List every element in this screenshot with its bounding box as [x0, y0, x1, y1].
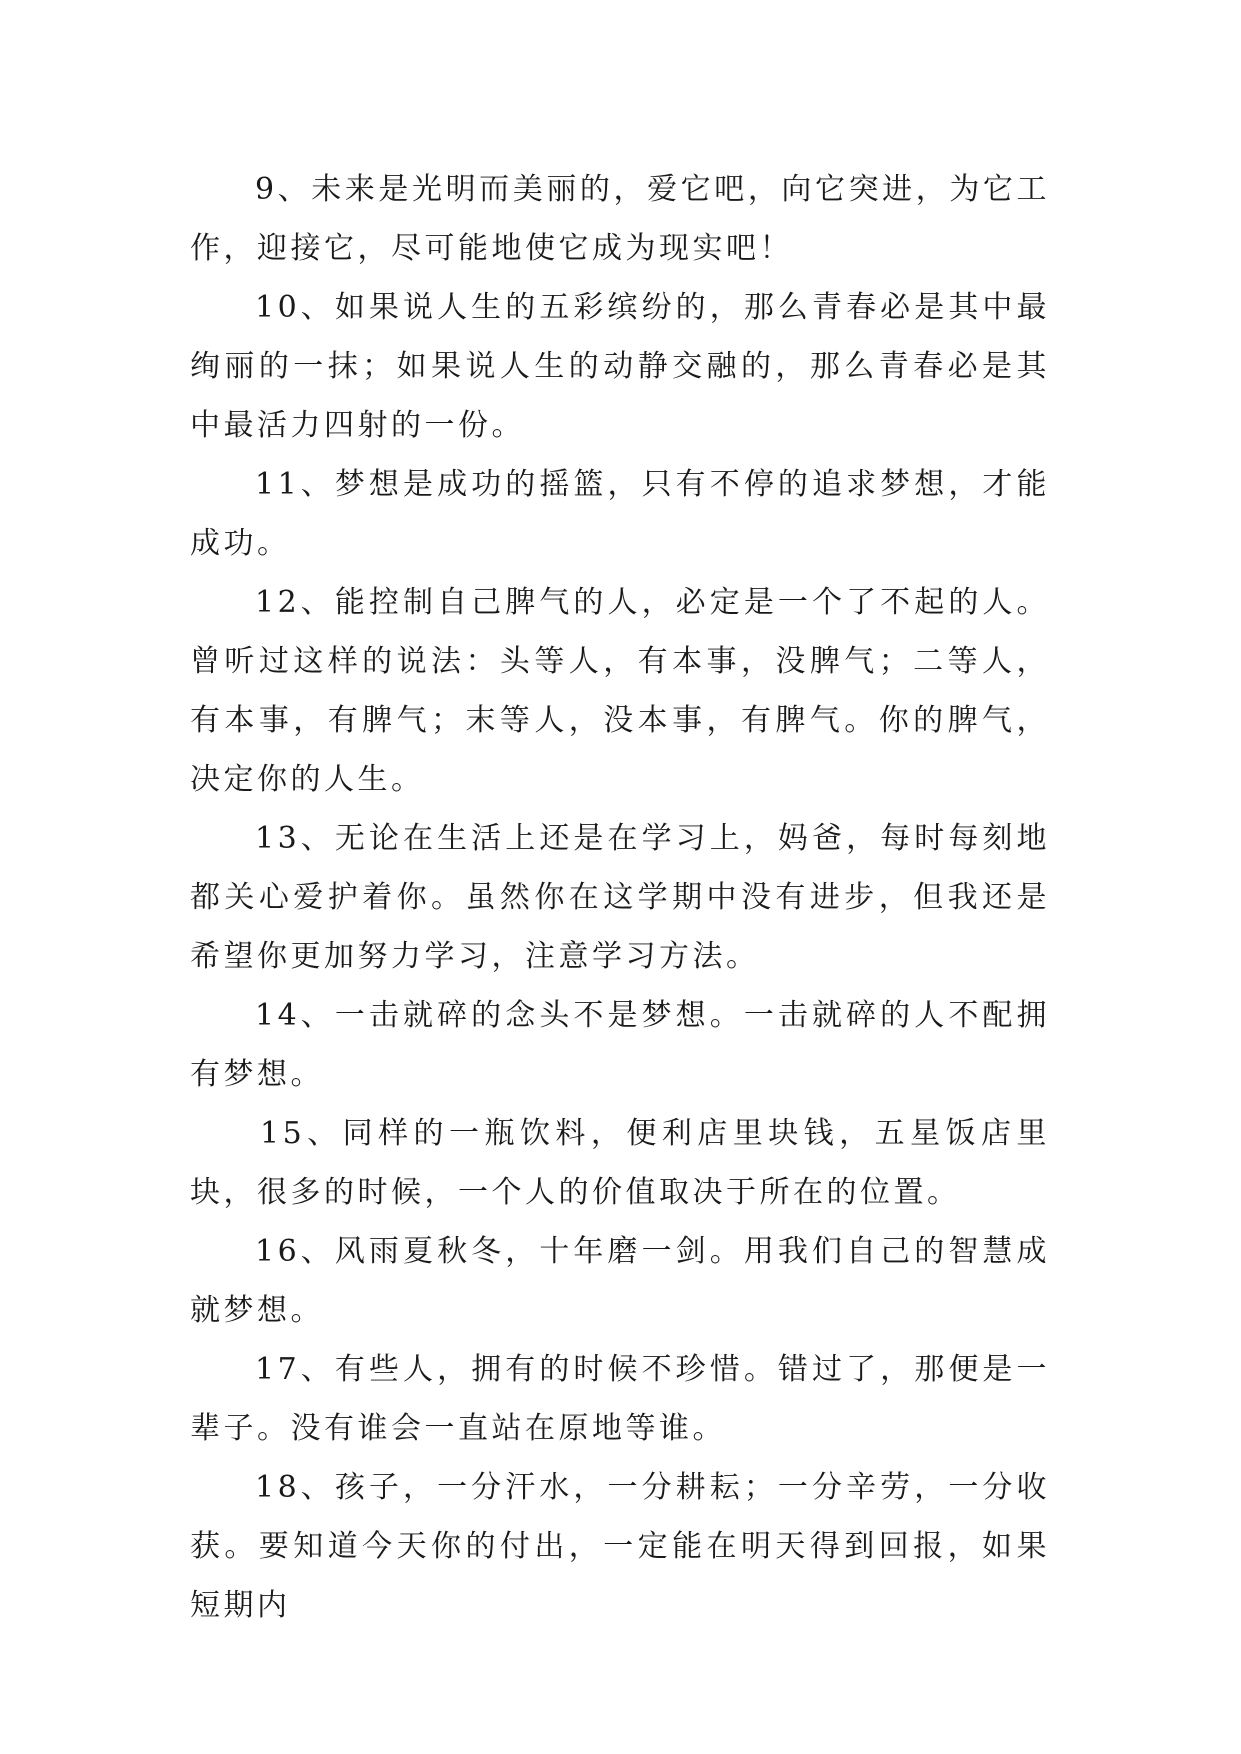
document-body [190, 160, 1050, 1635]
paragraph-12: 12、能控制自己脾气的人，必定是一个了不起的人。曾听过这样的说法：头等人，有本事，没脾气；二等人，有本事，有脾气；末等人，没本事，有脾气。你的脾气，决定你的人生。 [190, 585, 1050, 797]
paragraph-10: 10、如果说人生的五彩缤纷的，那么青春必是其中最绚丽的一抹；如果说人生的动静交融的，那么青春必是其中最活力四射的一份。 [190, 290, 1050, 443]
paragraph-16: 16、风雨夏秋冬，十年磨一剑。用我们自己的智慧成就梦想。 [190, 1234, 1050, 1328]
paragraph-13: 13、无论在生活上还是在学习上，妈爸，每时每刻地都关心爱护着你。虽然你在这学期中没有进步，但我还是希望你更加努力学习，注意学习方法。 [190, 821, 1050, 974]
paragraph-11: 11、梦想是成功的摇篮，只有不停的追求梦想，才能成功。 [190, 467, 1050, 561]
paragraph-15: 15、同样的一瓶饮料，便利店里块钱，五星饭店里块，很多的时候，一个人的价值取决于所在的位置。 [190, 1116, 1050, 1210]
paragraph-17: 17、有些人，拥有的时候不珍惜。错过了，那便是一辈子。没有谁会一直站在原地等谁。 [190, 1352, 1050, 1446]
paragraph-9: 9、未来是光明而美丽的，爱它吧，向它突进，为它工作，迎接它，尽可能地使它成为现实吧！ [190, 172, 1050, 266]
paragraph-18: 18、孩子，一分汗水，一分耕耘；一分辛劳，一分收获。要知道今天你的付出，一定能在明天得到回报，如果短期内 [190, 1470, 1050, 1623]
paragraph-14: 14、一击就碎的念头不是梦想。一击就碎的人不配拥有梦想。 [190, 998, 1050, 1092]
